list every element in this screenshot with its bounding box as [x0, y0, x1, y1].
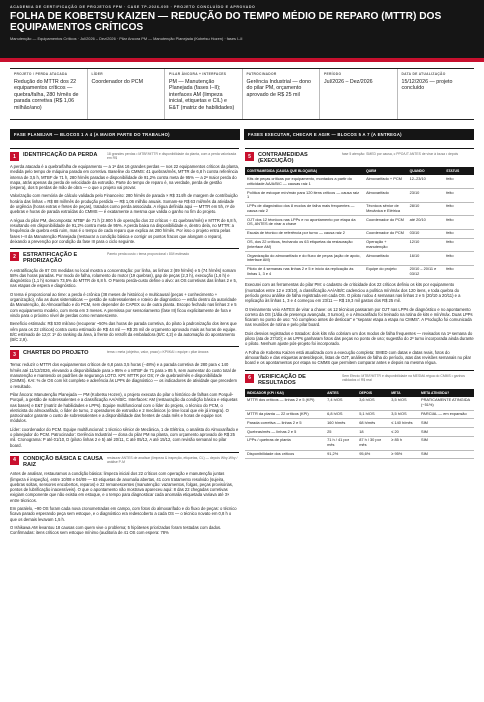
section-verification: [245, 370, 474, 460]
column-header: QUEM: [364, 167, 408, 175]
table-cell: Organização do almoxarifado e do fluxo de peças (ação de apoio, interface AM): [245, 252, 364, 266]
section-note: fase 5 atenção: SMED por causa, c PPO/UT ANTES de virar à lousa • depois: [342, 152, 459, 156]
meta-cell: [243, 69, 321, 119]
section-title: CONTRAMEDIDAS (EXECUÇÃO): [258, 152, 308, 165]
table-row: [245, 252, 474, 266]
countermeasures-table: [245, 167, 474, 279]
column-header: DEPOIS: [357, 389, 389, 397]
table-cell: Equipe do projeto: [364, 265, 408, 279]
section-note: 18 grandes perdas • MTBF/MTTR e disponibilidade da planta, com a perda valorizada em R$: [107, 152, 237, 161]
document-title: FOLHA DE KOBETSU KAIZEN — REDUÇÃO DO TEMPO MÉDIO DE REPARO (MTTR) DOS EQUIPAMENTOS CRÍTICOS: [10, 11, 442, 33]
section-header: [10, 452, 239, 468]
table-cell: 3,5 h/OS: [389, 410, 419, 419]
phase-bars: [10, 129, 474, 140]
section-note: Sem Efecto: MTBF/MTTR e disponibilidade na MESMA régua do CMMS • ganhos validados c/ R$ real: [342, 373, 465, 382]
section-countermeasures: [245, 148, 474, 366]
table-cell: feito: [444, 175, 474, 188]
table-cell: PRATICAMENTE ATINGIDA (−51%): [419, 397, 474, 410]
document-header: [0, 0, 484, 58]
table-cell: Coordenador do PCM: [364, 216, 408, 230]
table-row: [245, 397, 474, 410]
table-cell: Kits de peças críticas por equipamento, montados a partir do criticidade AA/A/B/C — causas raiz 1: [245, 175, 364, 188]
table-cell: 16/10: [408, 252, 445, 266]
table-cell: Técnicos sênior de Mecânica e Elétrica: [364, 202, 408, 216]
table-cell: ≤ 20: [389, 428, 419, 437]
table-cell: OS, dos 22 críticos, fechando os 63 etiquetas da restauração (interface AM): [245, 238, 364, 252]
table-cell: SIM: [419, 436, 474, 450]
section-note: Pareto perda custo • tema proporcional • 80/l estimado: [107, 252, 190, 257]
section-title: CONDIÇÃO BÁSICA E CAUSA RAIZ: [23, 455, 103, 469]
section-title: VERIFICAÇÃO DE RESULTADOS: [258, 373, 306, 386]
table-cell: 20/10 – 20/11 e 03/12: [408, 265, 445, 279]
paragraph: A perda atacada é a quebra/falha de equipamento — a 1ª das 16 grandes perdas — nos 22 equipamentos críticos da planta, medida pelo tempo de máquina parada em corretiva. Baseline do CMMS: 41 quebras/mês, MTTR de 6,8 h contra referência interna de 3,5 h, MTBF de 71 h, 280 h/mês paradas e disponibilidade de 91,2% contra meta de 95% — a 2ª maior perda do mapa, atrás apenas da perda de velocidade da extrusão. Parte do tempo de reparo é, na verdade, perda de gestão (espera), dos 5 perdas de mão de obra — o que o projeto vai provar.: [10, 164, 239, 191]
section-number: 6: [245, 374, 254, 383]
project-meta: [10, 68, 474, 120]
table-cell: SIM: [419, 428, 474, 437]
table-cell: 87 h / 30 por mês: [357, 436, 389, 450]
table-cell: Operação + manutenção: [364, 238, 408, 252]
table-cell: 68 h/mês: [357, 419, 389, 428]
table-header-row: [245, 167, 474, 175]
section-header: [10, 346, 239, 359]
section-title: CHARTER DO PROJETO: [23, 350, 89, 357]
table-cell: PARCIAL — em expansão: [419, 410, 474, 419]
paragraph: Benefício estimado: R$ 530 mil/ano (recuperar ~50% das horas de parada corretiva, do piloto à padronização dos itens que vêm para os 22 críticos) contra custo estimado de R$ 44 mil — R$ 25 mil de orçamento aprovado mais as horas de equipe. B/C estimado de 12,0: 1º do ranking da área, à frente do retrofit da embaladora (B/C 4,2) e da automação do apontamento (B/C 2,9).: [10, 321, 237, 343]
table-row: [245, 450, 474, 459]
table-row: [245, 419, 474, 428]
paragraph: O treinamento veio ANTES de virar a chave: os 12 técnicos passaram por OJT nas LPPs de diagnóstico e no apontamento correto da OS (1/dia de presença avançada, 3 turnos), e o Almoxarifado foi treinado na rotina de kits e mín/máx. Duas LPPs ficaram no ponto de uso: “nó complexo antes de deslocar” e “separar etapa a etapa no CMMS”. A Produção foi comunicada nas reuniões de rotina e pelo pilar board.: [245, 306, 473, 328]
table-cell: Coordenador do PCM: [364, 229, 408, 238]
table-cell: LPPs / quebras de planta: [245, 436, 325, 450]
meta-value: Redução do MTTR dos 22 equipamentos críticos — quebra/falha, 280 h/mês de parada corretiva (R$ 1,06 milhão/ano): [14, 79, 79, 111]
table-cell: ≤ 140 h/mês: [389, 419, 419, 428]
meta-value: PM — Manutenção Planejada (fases I–II); interfaces AM (limpeza inicial, etiquetas e CIL) e E&T (matriz de habilidades): [169, 79, 235, 111]
section-root-cause: [10, 452, 239, 536]
meta-label: PATROCINADOR: [246, 72, 277, 76]
table-cell: 28/10: [408, 202, 445, 216]
meta-cell: [88, 69, 166, 119]
table-cell: Almoxarifado + PCM: [364, 175, 408, 188]
table-cell: feito: [444, 202, 474, 216]
table-cell: feito: [444, 252, 474, 266]
column-header: ANTES: [325, 389, 357, 397]
table-cell: até 20/10: [408, 216, 445, 230]
table-cell: feito: [444, 216, 474, 230]
section-note: tema • meta (objetivo, valor, prazo) • KPI/KAI • equipe • pilar âncora: [107, 350, 209, 355]
table-row: [245, 216, 474, 230]
table-row: [245, 229, 474, 238]
table-row: [245, 428, 474, 437]
table-cell: ≥ 95%: [389, 450, 419, 459]
meta-cell: [398, 69, 475, 119]
table-cell: feito: [444, 189, 474, 203]
table-cell: 23/10: [408, 189, 445, 203]
table-cell: LPPs de diagnóstico dos 8 modos de falha mais frequentes — causa raiz 2: [245, 202, 364, 216]
phase-plan-bar: FASE PLANEJAR — BLOCOS 1 A 4 (A MAIOR PARTE DO TRABALHO): [10, 129, 240, 140]
table-cell: 18: [357, 428, 389, 437]
section-header: [245, 370, 474, 386]
table-cell: 3,5 h/OS: [389, 397, 419, 410]
table-row: [245, 410, 474, 419]
section-identification: [10, 148, 239, 244]
table-cell: SIM: [419, 450, 474, 459]
column-header: META: [389, 389, 419, 397]
section-number: 1: [10, 152, 19, 161]
results-table: [245, 389, 474, 459]
table-cell: Quebras/mês — linhas 2 e 5: [245, 428, 325, 437]
paragraph: O Ishikawa AM levantou 18 causas com quem vive o problema; 5 hipóteses priorizadas foram testadas com dados. Confirmadas: itens críticos sem estoque mínimo (auditoria de 41 OS com espera: 78%: [10, 524, 222, 536]
section-title: ESTRATIFICAÇÃO E PRIORIZAÇÃO: [23, 252, 78, 265]
column-header: CONTRAMEDIDA (CAUSA QUE BLOQUEIA): [245, 167, 364, 175]
table-cell: Almoxarifado: [364, 252, 408, 266]
meta-label: DATA DE ATUALIZAÇÃO: [401, 72, 446, 76]
section-header: [10, 148, 239, 161]
column-header: INDICADOR (KPI / KAI): [245, 389, 325, 397]
table-row: [245, 238, 474, 252]
section-header: [245, 148, 474, 164]
column-header: QUANDO: [408, 167, 445, 175]
section-number: 4: [10, 456, 19, 465]
table-cell: 160 h/mês: [325, 419, 357, 428]
content-columns: [10, 144, 474, 536]
table-cell: feito: [444, 229, 474, 238]
paragraph: Tema: reduzir o MTTR dos equipamentos críticos de 6,8 para 3,5 horas (−48%) e a parada corretiva de 280 para ≤ 140 h/mês até 11/12/2026, elevando a disponibilidade para ≥ 95% e o MTBF de 71 para ≥ 85 h, sem aumentar do custo total de manutenção e mantendo os padrões de segurança LOTO. KPI: MTTR por OS; nº de quebras/mês e disponibilidade (CMMS). KAI: % de OS com kit completo e aderência às LPPs de diagnóstico — os indicadores de atividade que precedem o resultado.: [10, 362, 237, 389]
table-cell: Política de estoque mín/máx para 120 itens críticos — causa raiz 1: [245, 189, 364, 203]
paragraph: Antes de analisar, restauramos a condição básica: limpeza inicial dos 22 críticos com operação e manutenção juntas (limpeza é inspeção), entre 10/08 e 04/09 — 63 etiquetas de anomalia abertas, 41 com tratamento resolvido (sujeira, quebras soltas, sensores encobertos, reparos) e 22 remanescentes (manutenção: vazamentos, folgas, peças provisórias, pontos de lubrificação inacessíveis). O que o apontamento não mostrava apareceu aqui: 8 das 22 chegadas corretivas exigiam componente que não existia em estoque, e o tempo para diagnosticar cada anomalia etiquetada variava até 3× entre técnicos.: [10, 471, 234, 503]
section-header: [10, 248, 239, 264]
table-cell: 91,2%: [325, 450, 357, 459]
section-note: restaurar ANTES de analisar (limpeza & inspeção, etiquetas, CL) — depois Why-Why / análise P-M: [107, 455, 238, 465]
table-cell: SIM: [419, 419, 474, 428]
paragraph: Pilar âncora: Manutenção Planejada — PM (Kobetsu Hozen), o projeto executa do pilar o histórico de falhas com Porquê-Porquê, a gestão de sobressalentes e a classificação AA/A/B/C. Interfaces: AM (restauração da condição básica e etiquetas nas bases) e E&T (matriz de habilidades e LPPs). Equipe multifuncional com o líder do projeto, o técnico do PCM, o eletricista do almoxarifado, o líder de turno, 2 operadores de extrusão e 2 mecânicos (o time local que ele já integra). O patrocinador garante o custo de sobressalentes e a disponibilidade das frentes de cada mês e horas de equipe nos módulos.: [10, 391, 238, 424]
table-row: [245, 436, 474, 450]
table-cell: MTTR dos críticos — linhas 2 e 5 (KPI): [245, 397, 325, 410]
column-header: META ATINGIDA?: [419, 389, 474, 397]
table-cell: Parada corretiva — linhas 2 e 5: [245, 419, 325, 428]
table-cell: 12/10: [408, 238, 445, 252]
paragraph: Valorização com memória de cálculo validada pelo Financeiro: 280 h/mês de parada × R$ 314/h de margem de contribuição horária das linhas = R$ 88 mil/mês de produção perdida — R$ 1,06 milhão anuais. Somam-se R$ 63 mil/mês da atividade de urgência (horas extras e fretes de peças), tratados como perda associada. A régua definida aqui — MTTR em 5h, nº de quebras e horas de parada extraídas do CMMS — é exatamente a mesma que valida o ganho no fim do projeto.: [10, 193, 238, 215]
meta-value: Coordenador do PCM: [91, 79, 144, 85]
table-cell: Disponibilidade dos críticos: [245, 450, 325, 459]
table-cell: 95,6%: [357, 450, 389, 459]
meta-cell: [320, 69, 398, 119]
table-row: [245, 175, 474, 188]
table-row: [245, 202, 474, 216]
table-cell: 12–23/10: [408, 175, 445, 188]
section-charter: [10, 346, 239, 447]
header-subline: Manutenção — Equipamentos Críticos · Jul/2026 – Dez/2026 · Pilar Ancora PM — Manutenção Planejada (Kobetsu Hozen) · fases I–II: [10, 36, 243, 42]
paragraph: Em paralelo, ~90 OS foram cada nova cronometradas em campo, com fotos do almoxarifado e do fluxo de peças: o técnico ficava parado esperando peça sem estoque, e o diagnóstico era redescoberto a cada OS — o técnico novato em 0,8 h o que os demais levavam 1,5 h.: [10, 506, 237, 522]
header-eyebrow: ACADEMIA DE CERTIFICAÇÃO DE PROJETOS FPM · CASE TP-2026-005 · PROJETO CONCLUÍDO E APROVADO: [10, 5, 256, 9]
section-stratification: [10, 248, 239, 342]
meta-value: 15/12/2026 — projeto concluído: [401, 79, 453, 92]
table-cell: MTTR da planta — 22 críticos (KPI): [245, 410, 325, 419]
table-cell: Piloto de 4 semanas nas linhas 2 e 5 e início da replicação às linhas 1, 3 e 4: [245, 265, 364, 279]
table-cell: Almoxarifado: [364, 189, 408, 203]
table-cell: OJT dos 12 técnicos nas LPPs e no apontamento por etapa da OS, ANTES de virar a chave: [245, 216, 364, 230]
meta-cell: [10, 69, 88, 119]
table-cell: Escala de técnico de referência por turno — causa raiz 2: [245, 229, 364, 238]
phase-execute-bar: FASES EXECUTAR, CHECAR E AGIR — BLOCOS 5 A 7 (A ENTREGA): [244, 129, 474, 140]
meta-label: PERÍODO: [324, 72, 342, 76]
table-cell: feito: [444, 238, 474, 252]
section-number: 2: [10, 252, 19, 261]
left-column: [10, 144, 239, 536]
meta-cell: [165, 69, 243, 119]
meta-value: Jul/2026 – Dez/2026: [324, 79, 373, 85]
table-cell: 25: [325, 428, 357, 437]
paragraph: Líder: coordenador do PCM. Equipe multifuncional: 1 técnico sênior de Mecânica, 1 de Elétrica, o analista do Almoxarifado e o planejador do PCM. Patrocinador: Gerência Industrial — dona do pilar PM na planta, com orçamento aprovado de R$ 25 mil. Cronograma: P até 01/10, D (piloto linhas 2 e 5) até 20/11, C até 05/12, A até 15/12, com revisão semanal no pilar board.: [10, 426, 239, 448]
table-cell: 03/10: [408, 229, 445, 238]
table-row: [245, 189, 474, 203]
meta-value: Gerência Industrial — dono do pilar PM, orçamento aprovado de R$ 25 mil: [246, 79, 311, 98]
paragraph: A estratificação de 87 OS medidas no local mostra a concentração: por linha, as linhas 2 (89 h/mês) e 5 (74 h/mês) somam 58% das horas paradas. Por modo de falha, rolamento do motor (19 quebras), gap de peças (2,3 h), execução (1,6 h) e diagnóstico (1,1 h) somam 73,5% do MTTR de 6,8 h. O Pareto perda-custo define o alvo: as OS corretivas das linhas 2 e 5, nas etapas de espera e diagnóstico.: [10, 267, 237, 289]
paragraph: O tema é proporcional ao time: a perda é crônica (38 meses de histórico) e multicausal (peças + conhecimento + organização), não as duas sistemáticas — gestão de sobressalentes e roteiro de diagnóstico — estão dentro da autoridade da Manutenção, do Almoxarifado e do PCM, sem depender de CAPEX ou de outra planta. Escopo fechado nas linhas 2 e 5 com equipamento modelo, com meta em 3 meses. A premissa por sensoriamento (fase III) ficou explicitamente de fora e vindo para o próximo nível de perdas como remanescente.: [10, 291, 237, 318]
accent-bar: [0, 58, 484, 62]
meta-label: PROJETO / PERDA ATACADA: [14, 72, 68, 76]
table-cell: 3,6 h/OS: [357, 397, 389, 410]
paragraph: A Folha de Kobetsu Kaizen está atualizada com a execução completa: SMED com datas e datas reais, fotos do almoxarifado e das etiquetas antes/depois, listas de OJT, análises de falha do período, atas das revisões semanais no pilar board e os apontamentos por etapa no CMMS que permitem comparar antes e depois na mesma régua.: [245, 349, 472, 366]
section-number: 5: [245, 152, 254, 161]
right-column: [245, 144, 474, 536]
section-title: IDENTIFICAÇÃO DA PERDA: [23, 152, 98, 158]
table-row: [245, 265, 474, 279]
table-cell: 7,4 h/OS: [325, 397, 357, 410]
table-cell: 71 h / 41 por mês: [325, 436, 357, 450]
paragraph: Dois desvios registrados e tratados: dois kits não cobriam um dos modos de falha frequentes — revisados na 1ª semana do piloto (ata de 27/10); e as LPPs ganharam fotos das peças no ponto de uso; sugestão do 2º turno incorporada ainda durante o piloto. Nenhum ajuste pós-projeto foi incorporado.: [245, 330, 474, 347]
table-cell: ≥ 85 h: [389, 436, 419, 450]
table-cell: 5,1 h/OS: [357, 410, 389, 419]
section-number: 3: [10, 350, 19, 359]
meta-label: LÍDER: [91, 72, 103, 76]
table-cell: feito: [444, 265, 474, 279]
table-header-row: [245, 389, 474, 397]
column-header: STATUS: [444, 167, 474, 175]
meta-label: PILAR ÂNCORA + INTERFACES: [169, 72, 227, 76]
paragraph: Executei com as ferramentas do pilar PM: o cadastro de criticidade dos 22 críticos definiu os kits por equipamento (montados entre 12 e 23/10), a classificação AA/A/B/C cadenciou a política mín/máx dos 120 itens, e toda quebra do período gerou análise de falha registrada em cada OS. O piloto rodou 4 semanas nas linhas 2 e 5 (20/10 a 20/11) e a replicação às linhas 1, 3 e 4 começou em 23/11 — R$ 19,3 mil gastos dos R$ 25 mil.: [245, 282, 461, 304]
paragraph: A régua do pilar PM, decomposta: MTBF de 71 h (2.900 h de operação dos 22 críticos ÷ 41 quebras/mês) e MTTR de 6,8 h, resultando em disponibilidade de 91,2% contra meta de 95%. A perda baixa na disponibilidade e, dentro dela, no MTTR: a frequência de quebra está ruim, mas é o tempo de cada reparo que explica as 280 h/mês. Por isso o projeto entra pelas fases I–II da Manutenção Planejada (restaurar a condição básica e corrigir os pontos fracos que alongam o reparo), deixando a prevenção por condição da fase III para o ciclo seguinte.: [10, 217, 238, 244]
table-cell: 6,8 h/OS: [325, 410, 357, 419]
